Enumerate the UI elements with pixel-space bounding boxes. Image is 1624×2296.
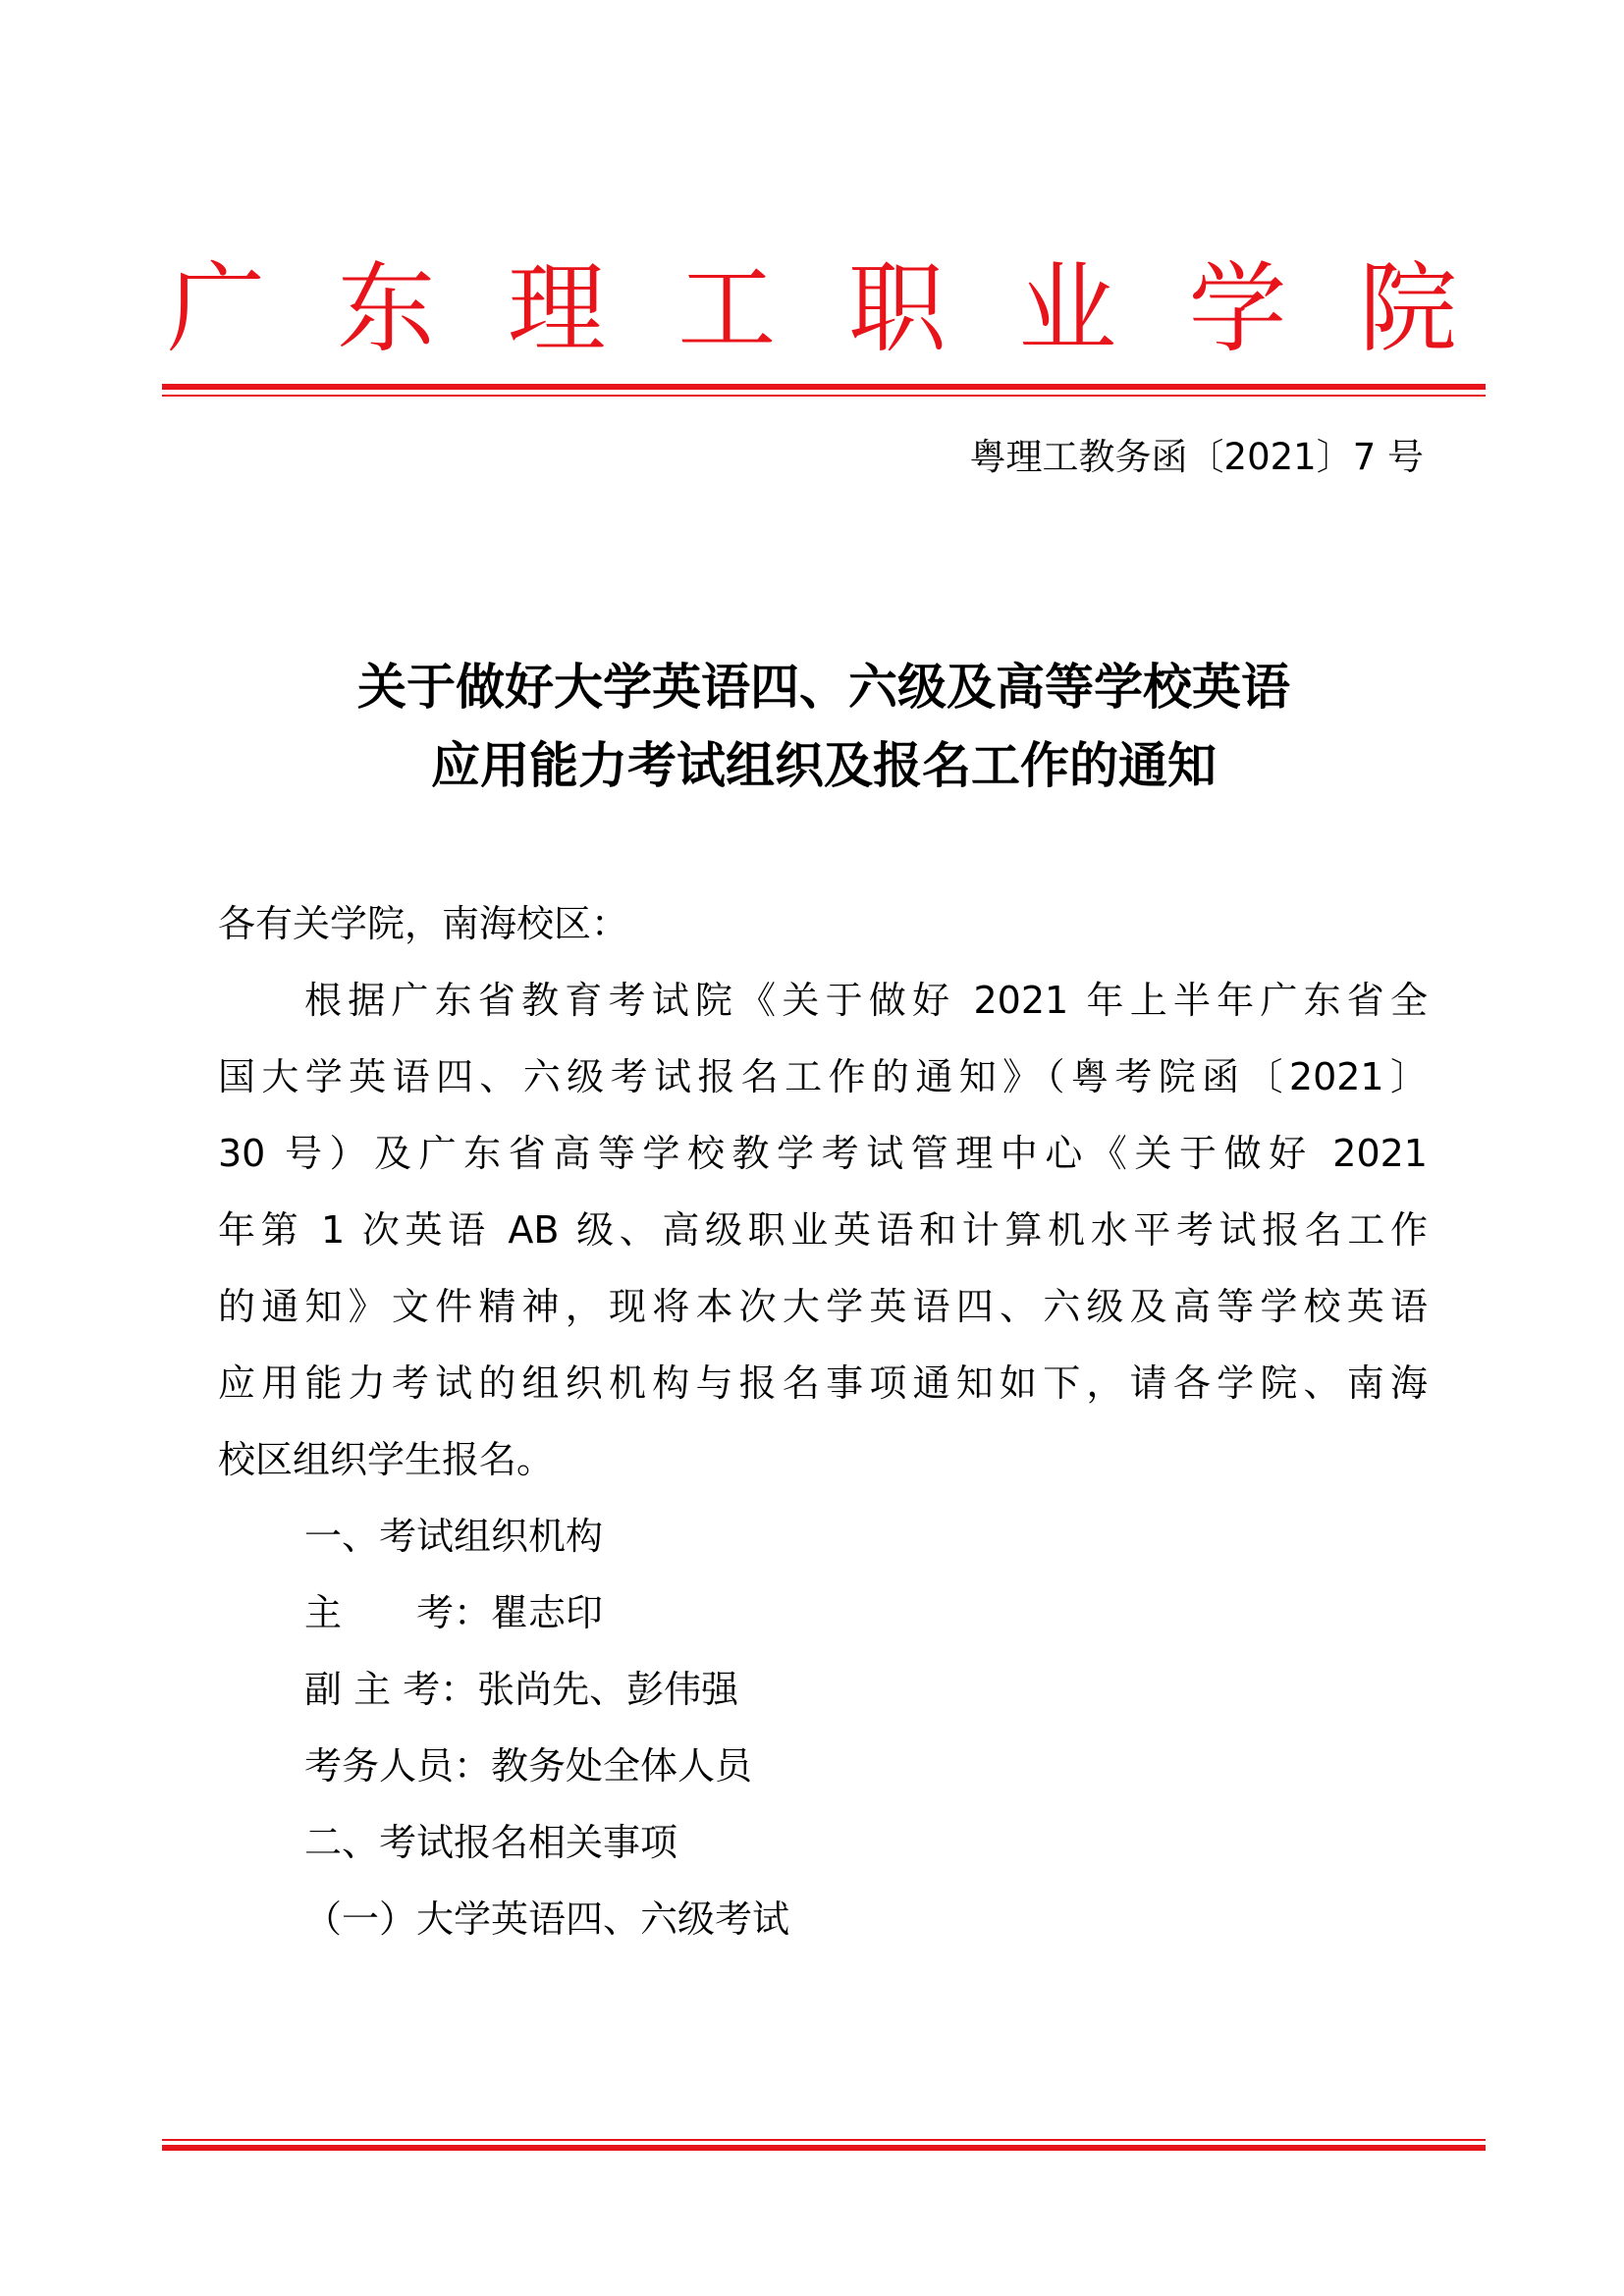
masthead-char: 工 bbox=[677, 251, 777, 366]
paragraph-line: 的通知》文件精神，现将本次大学英语四、六级及高等学校英语 bbox=[218, 1285, 1428, 1328]
paragraph-line: 年第 1 次英语 AB 级、高级职业英语和计算机水平考试报名工作 bbox=[218, 1208, 1428, 1252]
masthead-char: 理 bbox=[507, 251, 606, 366]
salutation: 各有关学院，南海校区： bbox=[218, 902, 629, 945]
masthead-char: 学 bbox=[1188, 251, 1287, 366]
document-title bbox=[162, 648, 1486, 805]
paragraph-line: 根据广东省教育考试院《关于做好 2021 年上半年广东省全 bbox=[304, 979, 1428, 1022]
masthead-char: 广 bbox=[167, 251, 265, 366]
masthead-char: 业 bbox=[1018, 251, 1117, 366]
main-paragraph bbox=[218, 962, 1428, 1498]
title-line: 关于做好大学英语四、六级及高等学校英语 bbox=[357, 659, 1290, 716]
document-number: 粤理工教务函〔2021〕7 号 bbox=[969, 436, 1424, 478]
document-body bbox=[218, 885, 1428, 1957]
masthead-char: 职 bbox=[847, 251, 947, 366]
header-red-rule-thick bbox=[162, 384, 1486, 390]
exam-staff: 考务人员：教务处全体人员 bbox=[304, 1744, 753, 1788]
title-line: 应用能力考试组织及报名工作的通知 bbox=[431, 737, 1217, 794]
header-red-rule-thin bbox=[162, 395, 1486, 397]
masthead-college-name bbox=[167, 236, 1457, 383]
paragraph-line: 应用能力考试的组织机构与报名事项通知如下，请各学院、南海 bbox=[218, 1362, 1428, 1405]
masthead-char: 院 bbox=[1358, 251, 1457, 366]
subsection-heading-1: （一）大学英语四、六级考试 bbox=[304, 1897, 790, 1941]
footer-red-rule-thin bbox=[162, 2139, 1486, 2141]
paragraph-line: 校区组织学生报名。 bbox=[218, 1438, 555, 1481]
footer-red-rule-thick bbox=[162, 2145, 1486, 2151]
paragraph-line: 30 号）及广东省高等学校教学考试管理中心《关于做好 2021 bbox=[218, 1132, 1428, 1175]
masthead-char: 东 bbox=[337, 251, 436, 366]
chief-examiner: 主 考：瞿志印 bbox=[304, 1591, 604, 1634]
section-heading-2: 二、考试报名相关事项 bbox=[304, 1821, 678, 1864]
paragraph-line: 国大学英语四、六级考试报名工作的通知》（粤考院函〔2021〕 bbox=[218, 1055, 1428, 1098]
section-heading-1: 一、考试组织机构 bbox=[304, 1515, 604, 1558]
deputy-examiner: 副 主 考：张尚先、彭伟强 bbox=[304, 1668, 739, 1711]
